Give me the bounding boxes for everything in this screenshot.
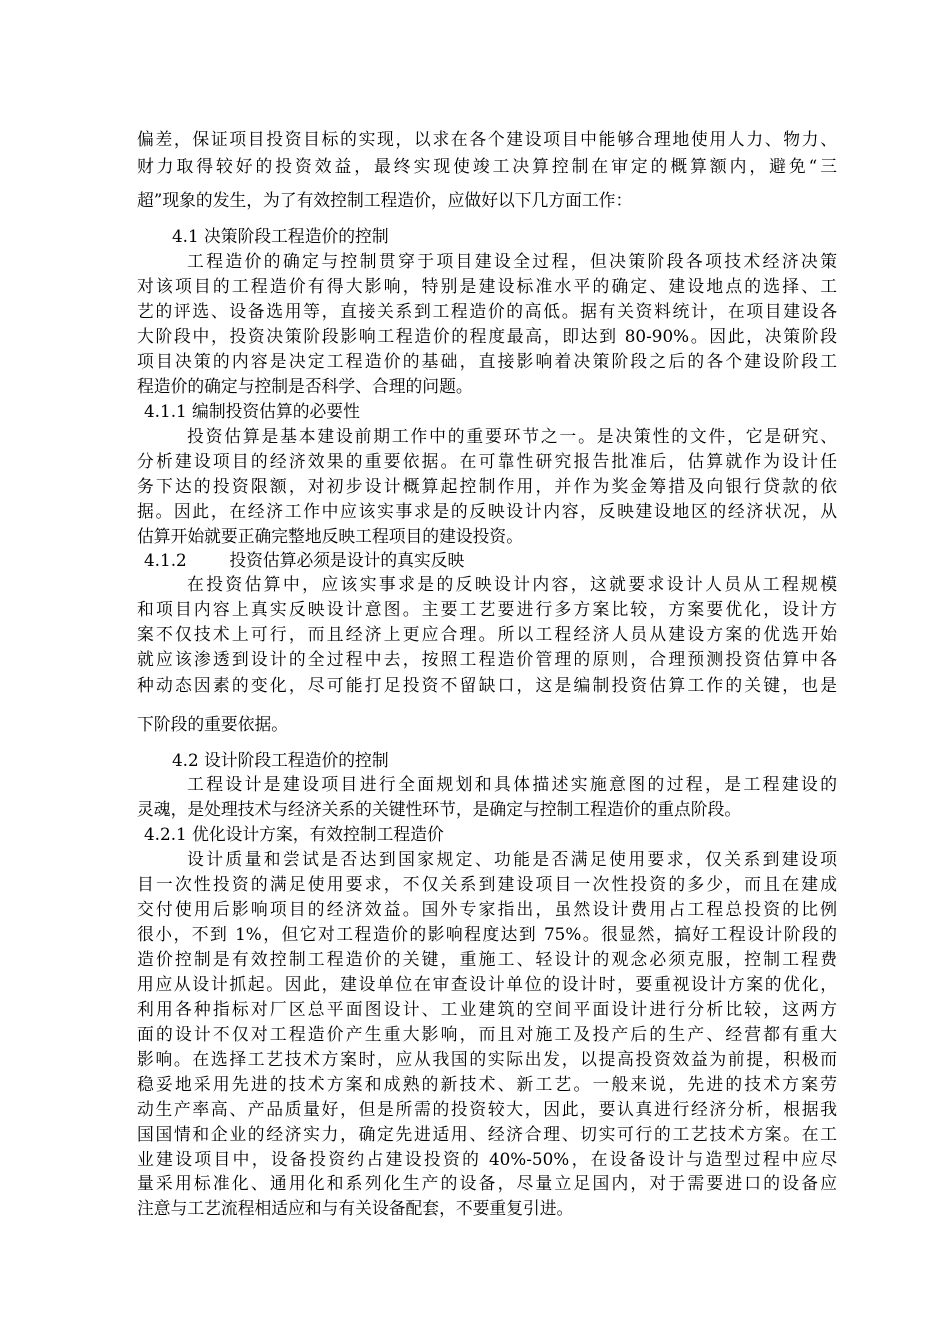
paragraph-line: 影响。在选择工艺技术方案时，应从我国的实际出发，以提高投资效益为前提，积极而: [137, 1049, 837, 1069]
paragraph-line: 注意与工艺流程相适应和与有关设备配套，不要重复引进。: [137, 1198, 574, 1218]
section-heading: 4.2 设计阶段工程造价的控制: [172, 750, 389, 770]
paragraph-line: 据。因此，在经济工作中应该实事求是的反映设计内容，反映建设地区的经济状况，从: [137, 501, 837, 521]
paragraph-line: 很小，不到 1%，但它对工程造价的影响程度达到 75%。很显然，搞好工程设计阶段的: [137, 924, 837, 944]
section-heading: 4.1 决策阶段工程造价的控制: [172, 226, 389, 246]
paragraph-line: 程造价的确定与控制是否科学、合理的问题。: [137, 376, 473, 396]
paragraph-line: 在投资估算中，应该实事求是的反映设计内容，这就要求设计人员从工程规模: [187, 574, 837, 594]
subsection-heading: 4.1.2 投资估算必须是设计的真实反映: [144, 550, 465, 570]
paragraph-line: 和项目内容上真实反映设计意图。主要工艺要进行多方案比较，方案要优化，设计方: [137, 599, 837, 619]
paragraph-line: 财力取得较好的投资效益，最终实现使竣工决算控制在审定的概算额内，避免“三: [137, 156, 837, 176]
paragraph-line: 艺的评选、设备选用等，直接关系到工程造价的高低。据有关资料统计，在项目建设各: [137, 301, 837, 321]
subsection-heading: 4.1.1 编制投资估算的必要性: [144, 401, 360, 421]
paragraph-line: 动生产率高、产品质量好，但是所需的投资较大，因此，要认真进行经济分析，根据我: [137, 1099, 837, 1119]
subsection-heading: 4.2.1 优化设计方案，有效控制工程造价: [144, 824, 444, 844]
paragraph-line: 利用各种指标对厂区总平面图设计、工业建筑的空间平面设计进行分析比较，这两方: [137, 999, 837, 1019]
paragraph-line: 项目决策的内容是决定工程造价的基础，直接影响着决策阶段之后的各个建设阶段工: [137, 351, 837, 371]
paragraph-line: 交付使用后影响项目的经济效益。国外专家指出，虽然设计费用占工程总投资的比例: [137, 899, 837, 919]
paragraph-line: 稳妥地采用先进的技术方案和成熟的新技术、新工艺。一般来说，先进的技术方案劳: [137, 1074, 837, 1094]
paragraph-line: 工程造价的确定与控制贯穿于项目建设全过程，但决策阶段各项技术经济决策: [187, 251, 837, 271]
paragraph-line: 案不仅技术上可行，而且经济上更应合理。所以工程经济人员从建设方案的优选开始: [137, 624, 837, 644]
paragraph-line: 面的设计不仅对工程造价产生重大影响，而且对施工及投产后的生产、经营都有重大: [137, 1024, 837, 1044]
paragraph-line: 用应从设计抓起。因此，建设单位在审查设计单位的设计时，要重视设计方案的优化，: [137, 974, 837, 994]
paragraph-line: 灵魂，是处理技术与经济关系的关键性环节，是确定与控制工程造价的重点阶段。: [137, 799, 742, 819]
paragraph-line: 分析建设项目的经济效果的重要依据。在可靠性研究报告批准后，估算就作为设计任: [137, 451, 837, 471]
paragraph-line: 种动态因素的变化，尽可能打足投资不留缺口，这是编制投资估算工作的关键，也是: [137, 675, 837, 695]
paragraph-line: 国国情和企业的经济实力，确定先进适用、经济合理、切实可行的工艺技术方案。在工: [137, 1124, 837, 1144]
paragraph-line: 下阶段的重要依据。: [137, 714, 289, 734]
paragraph-line: 对该项目的工程造价有得大影响，特别是建设标准水平的确定、建设地点的选择、工: [137, 276, 837, 296]
paragraph-line: 就应该渗透到设计的全过程中去，按照工程造价管理的原则，合理预测投资估算中各: [137, 649, 837, 669]
paragraph-line: 务下达的投资限额，对初步设计概算起控制作用，并作为奖金筹措及向银行贷款的依: [137, 476, 837, 496]
paragraph-line: 超”现象的发生，为了有效控制工程造价，应做好以下几方面工作：: [137, 190, 633, 210]
paragraph-line: 设计质量和尝试是否达到国家规定、功能是否满足使用要求，仅关系到建设项: [187, 849, 837, 869]
paragraph-line: 估算开始就要正确完整地反映工程项目的建设投资。: [137, 526, 523, 546]
paragraph-line: 投资估算是基本建设前期工作中的重要环节之一。是决策性的文件，它是研究、: [187, 426, 837, 446]
paragraph-line: 目一次性投资的满足使用要求，不仅关系到建设项目一次性投资的多少，而且在建成: [137, 874, 837, 894]
paragraph-line: 造价控制是有效控制工程造价的关键，重施工、轻设计的观念必须克服，控制工程费: [137, 949, 837, 969]
paragraph-line: 量采用标准化、通用化和系列化生产的设备，尽量立足国内，对于需要进口的设备应: [137, 1173, 837, 1193]
paragraph-line: 业建设项目中，设备投资约占建设投资的 40%-50%，在设备设计与造型过程中应尽: [137, 1149, 837, 1169]
paragraph-line: 偏差，保证项目投资目标的实现，以求在各个建设项目中能够合理地使用人力、物力、: [137, 129, 837, 149]
paragraph-line: 大阶段中，投资决策阶段影响工程造价的程度最高，即达到 80-90%。因此，决策阶段: [137, 326, 837, 346]
paragraph-line: 工程设计是建设项目进行全面规划和具体描述实施意图的过程，是工程建设的: [187, 774, 837, 794]
